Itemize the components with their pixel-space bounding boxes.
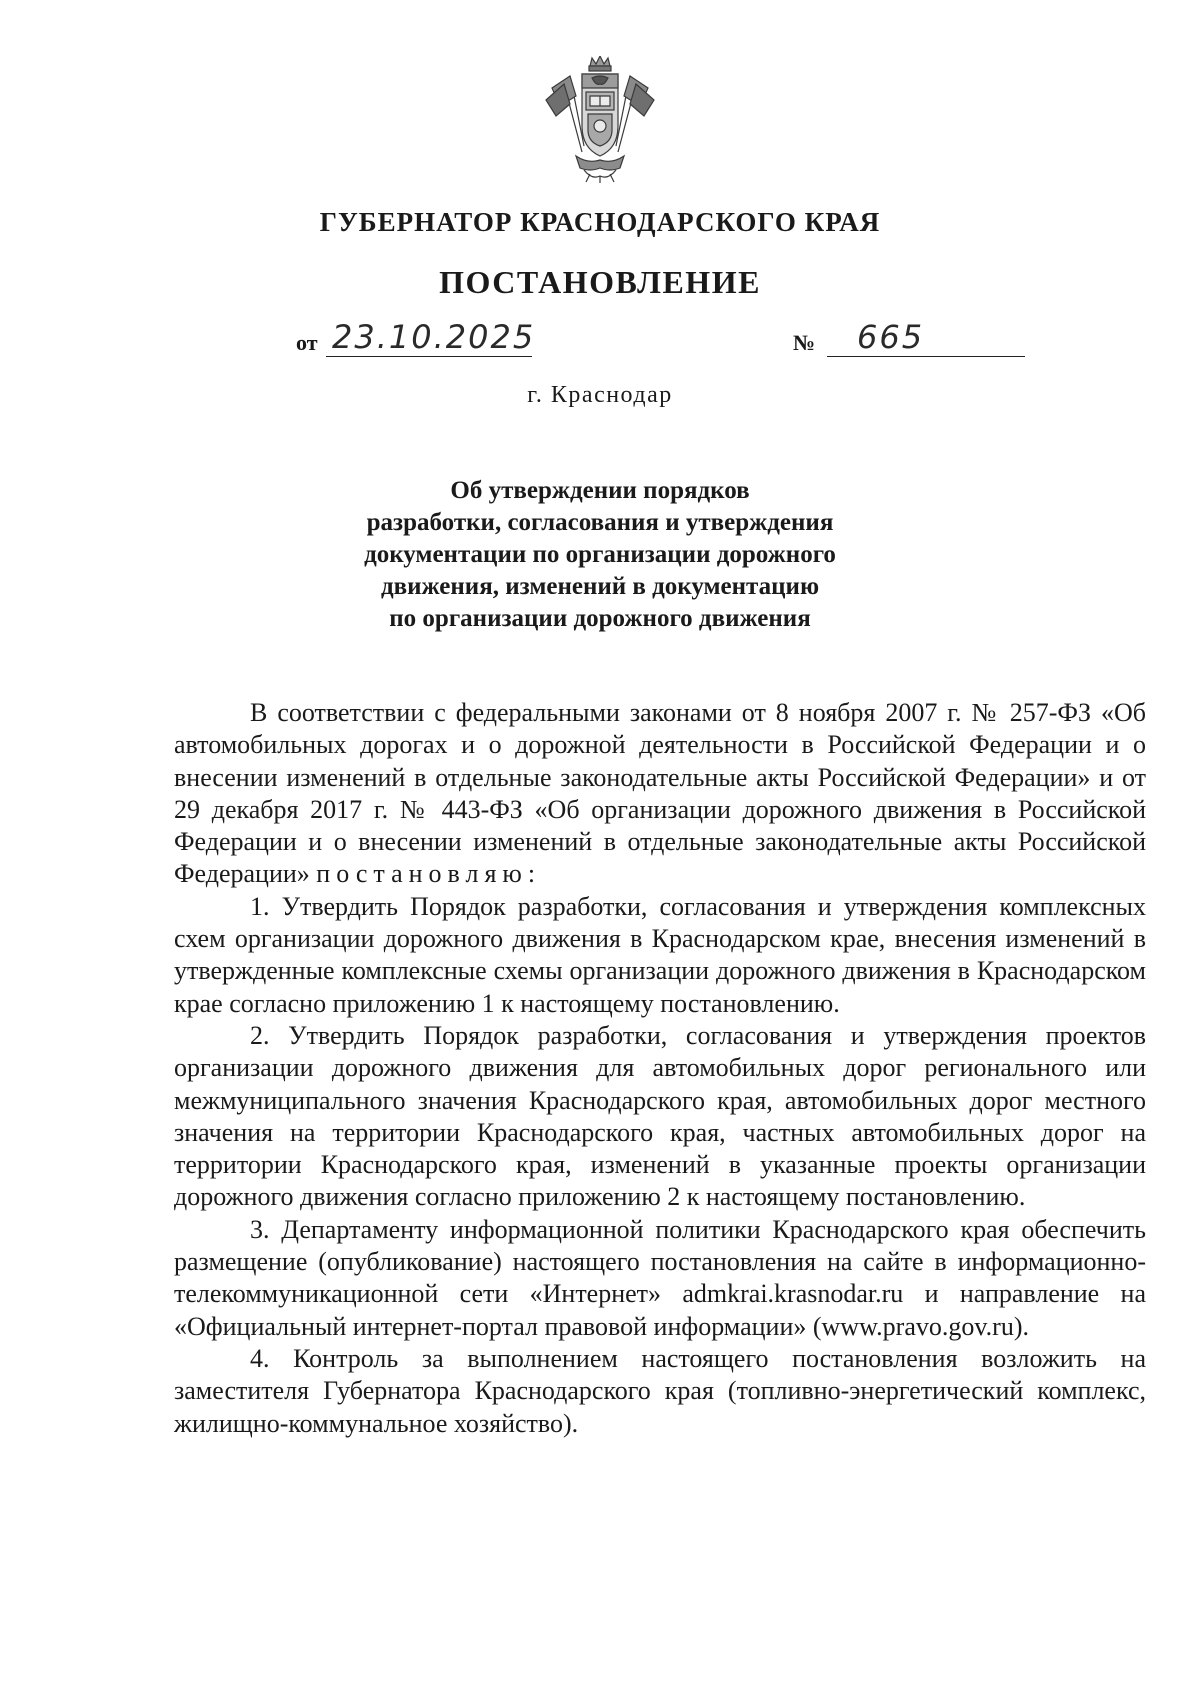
number-field — [793, 318, 1033, 358]
decree-word: постановляю: — [316, 859, 542, 889]
coat-of-arms-icon — [540, 56, 660, 184]
date-field — [296, 318, 536, 358]
item-paragraph: 1. Утвердить Порядок разработки, согласования и утверждения комплексных схем организации дорожного движения в Краснодарском крае, внесения изменений в утвержденные комплексные схемы организации дорожного движения в Краснодарском крае согласно приложению 1 к настоящему постановлению. — [174, 891, 1146, 1018]
title-line: движения, изменений в документацию — [380, 573, 820, 600]
number-label: № — [793, 330, 816, 355]
date-label: от — [296, 330, 318, 355]
document-type-heading: ПОСТАНОВЛЕНИЕ — [439, 264, 761, 300]
number-underline — [827, 356, 1025, 357]
document-title — [300, 475, 900, 635]
title-line: документации по организации дорожного — [364, 541, 836, 568]
issuing-authority: ГУБЕРНАТОР КРАСНОДАРСКОГО КРАЯ — [319, 207, 881, 237]
number-value-handwritten: 665 — [857, 318, 925, 356]
city: г. Краснодар — [527, 382, 673, 408]
preamble-text: В соответствии с федеральными законами от 8 ноября 2007 г. № 257-ФЗ «Об автомобильных дорогах и о дорожной деятельности в Российской Федерации и о внесении изменений в отдельные законодательные акты Российской Федерации» и от 29 декабря 2017 г. № 443-ФЗ «Об организации дорожного движения в Российской Федерации и о внесении изменений в отдельные законодательные акты Российской Федерации» — [174, 698, 1146, 889]
item-paragraph: 4. Контроль за выполнением настоящего постановления возложить на заместителя Губернатора Краснодарского края (топливно-энергетический комплекс, жилищно-коммунальное хозяйство). — [174, 1343, 1146, 1438]
date-underline — [326, 356, 532, 357]
item-paragraph: 2. Утвердить Порядок разработки, согласования и утверждения проектов организации дорожного движения для автомобильных дорог регионального или межмуниципального значения Краснодарского края, автомобильных дорог местного значения на территории Краснодарского края, частных автомобильных дорог на территории Краснодарского края, изменений в указанные проекты организации дорожного движения согласно приложению 2 к настоящему постановлению. — [174, 1020, 1146, 1212]
preamble-paragraph — [174, 697, 1146, 891]
title-line: разработки, согласования и утверждения — [366, 509, 834, 536]
document-body — [174, 697, 1146, 1440]
title-line: по организации дорожного движения — [389, 605, 811, 632]
date-value-handwritten: 23.10.2025 — [332, 318, 536, 356]
title-line: Об утверждении порядков — [450, 477, 750, 504]
item-paragraph: 3. Департаменту информационной политики Краснодарского края обеспечить размещение (опубликование) настоящего постановления на сайте в информационно-телекоммуникационной сети «Интернет» admkrai.krasnodar.ru и направление на «Официальный интернет-портал правовой информации» (www.pravo.gov.ru). — [174, 1214, 1146, 1341]
